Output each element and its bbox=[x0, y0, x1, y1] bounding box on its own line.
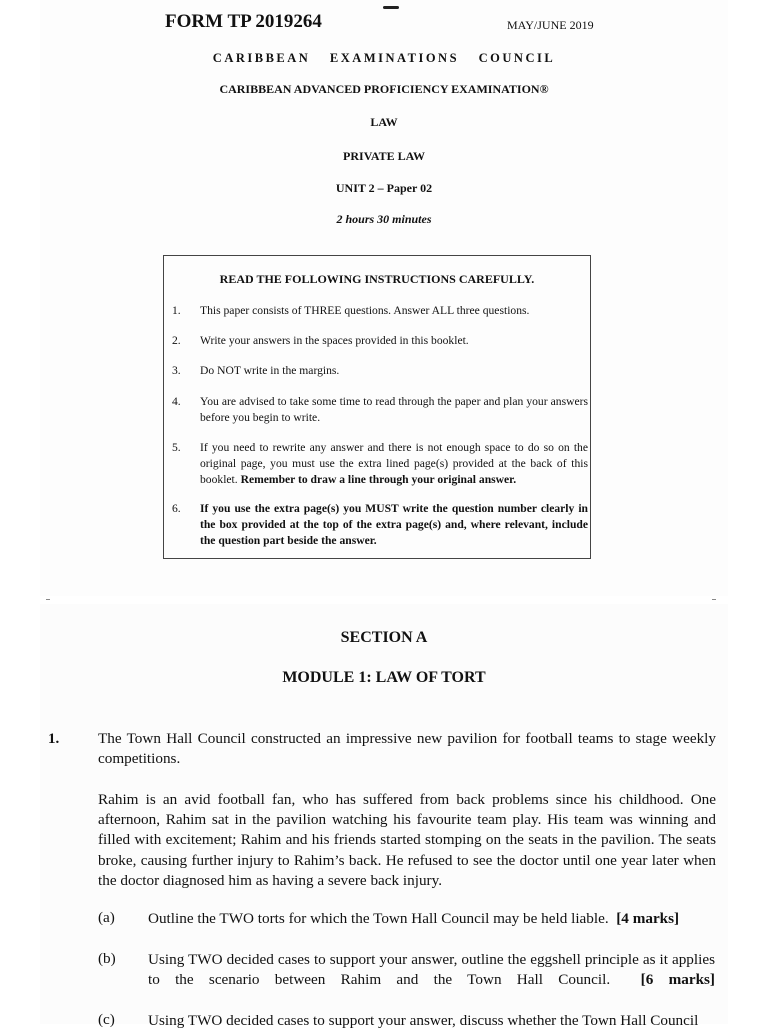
instruction-text: Write your answers in the spaces provided in this booklet. bbox=[200, 334, 469, 347]
scan-mark bbox=[383, 6, 399, 9]
instruction-number: 1. bbox=[172, 304, 181, 317]
section-title: SECTION A bbox=[340, 629, 428, 646]
instruction-number: 2. bbox=[172, 334, 181, 347]
page-edge-mark bbox=[46, 599, 50, 600]
part-text bbox=[148, 909, 715, 929]
question-paragraph: The Town Hall Council constructed an impressive new pavilion for football teams to stage weekly competitions. bbox=[98, 730, 716, 768]
instruction-number: 4. bbox=[172, 395, 181, 408]
question-number: 1. bbox=[48, 731, 60, 747]
instruction-emphasis: Remember to draw a line through your original answer. bbox=[240, 473, 517, 486]
marks-label: [4 marks] bbox=[616, 910, 680, 927]
part-label: (a) bbox=[98, 909, 115, 926]
exam-name: CARIBBEAN ADVANCED PROFICIENCY EXAMINATION® bbox=[219, 82, 549, 96]
instruction-number: 3. bbox=[172, 364, 181, 377]
instruction-text: Do NOT write in the margins. bbox=[200, 364, 340, 377]
duration: 2 hours 30 minutes bbox=[336, 212, 432, 226]
instruction-text bbox=[200, 440, 588, 488]
instructions-box bbox=[163, 255, 591, 559]
marks-label: [6 marks] bbox=[640, 971, 715, 989]
subject: LAW bbox=[370, 115, 398, 129]
instruction-number: 6. bbox=[172, 502, 181, 515]
council-name: CARIBBEAN EXAMINATIONS COUNCIL bbox=[212, 51, 556, 65]
module-title: MODULE 1: LAW OF TORT bbox=[282, 669, 486, 686]
part-question: Outline the TWO torts for which the Town Hall Council may be held liable. bbox=[148, 910, 609, 927]
instructions-heading: READ THE FOLLOWING INSTRUCTIONS CAREFULLY. bbox=[219, 272, 535, 286]
exam-session: MAY/JUNE 2019 bbox=[507, 18, 594, 32]
part-label: (c) bbox=[98, 1011, 115, 1028]
part-text: Using TWO decided cases to support your answer, discuss whether the Town Hall Council bbox=[148, 1012, 699, 1029]
instruction-text: You are advised to take some time to read through the paper and plan your answers before you begin to write. bbox=[200, 395, 588, 424]
instruction-text: If you use the extra page(s) you MUST write the question number clearly in the box provided at the top of the extra page(s) and, where relevant, include the question part beside the answer. bbox=[200, 502, 588, 547]
instruction-number: 5. bbox=[172, 441, 181, 454]
page-edge-mark bbox=[712, 599, 716, 600]
paper-title: PRIVATE LAW bbox=[343, 149, 425, 163]
form-code: FORM TP 2019264 bbox=[165, 11, 322, 32]
part-question: Using TWO decided cases to support your answer, outline the eggshell principle as it applies to the scenario between Rahim and the Town Hall Council. bbox=[148, 951, 715, 989]
part-text bbox=[148, 950, 715, 990]
instruction-text-part: If you need to rewrite any answer and there is not enough space to do so on the original page, you must use the extra lined page(s) provided at the back of this booklet. bbox=[200, 441, 588, 486]
question-paragraph: Rahim is an avid football fan, who has suffered from back problems since his childhood. One afternoon, Rahim sat in the pavilion watching his favourite team play. His team was winning and filled with excitement; Rahim and his friends started stomping on the seats in the pavilion. The seats broke, causing further injury to Rahim’s back. He refused to see the doctor until one year later when the doctor diagnosed him as having a severe back injury. bbox=[98, 791, 716, 889]
part-label: (b) bbox=[98, 950, 116, 967]
instruction-text: This paper consists of THREE questions. Answer ALL three questions. bbox=[200, 304, 530, 317]
unit-paper: UNIT 2 – Paper 02 bbox=[335, 181, 433, 195]
